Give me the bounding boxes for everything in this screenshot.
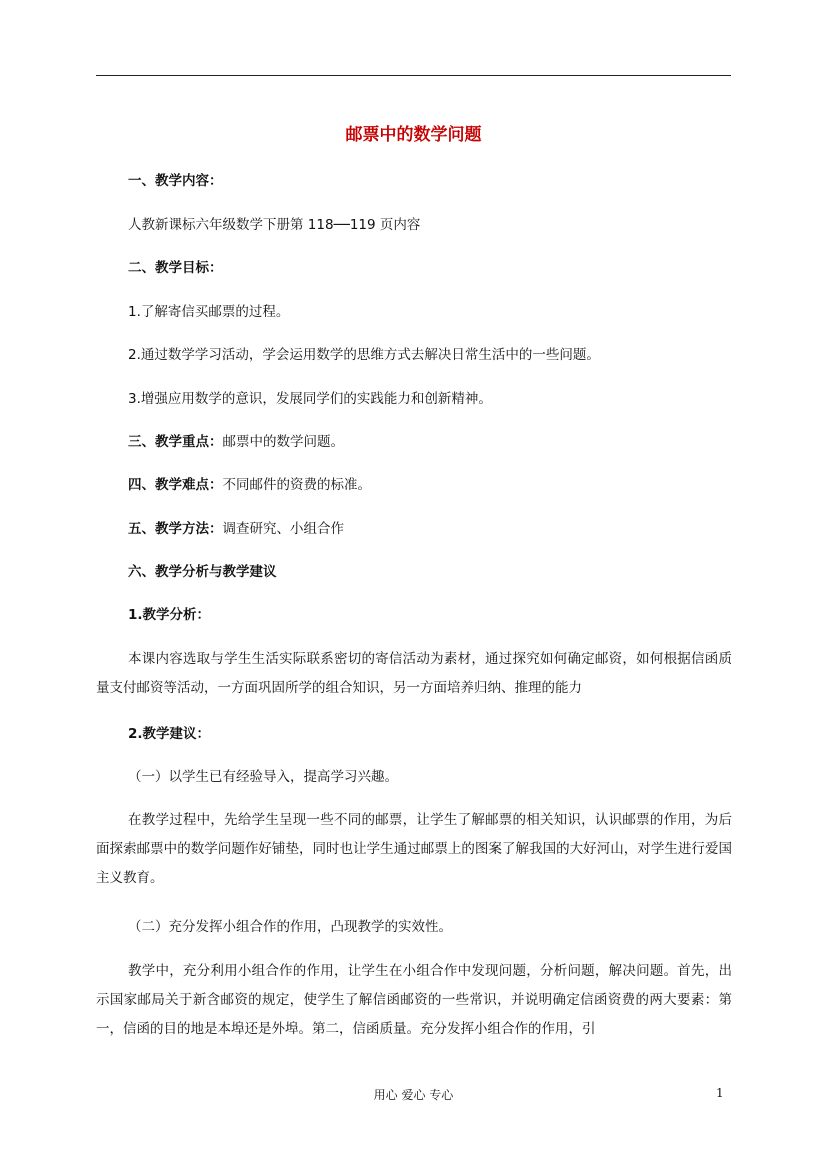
section-1-heading: 一、教学内容： — [128, 173, 223, 189]
section-4-heading: 四、教学难点： — [128, 477, 223, 493]
section-4 — [128, 475, 371, 495]
suggest-1-heading: （一）以学生已有经验导入，提高学习兴趣。 — [128, 769, 398, 785]
section-5-text: 调查研究、小组合作 — [222, 521, 344, 537]
page-number: 1 — [716, 1086, 724, 1100]
section-3 — [128, 432, 344, 452]
section-4-text: 不同邮件的资费的标准。 — [222, 477, 371, 493]
section-3-text: 邮票中的数学问题。 — [222, 434, 344, 450]
section-5 — [128, 519, 344, 539]
goal-item: 2.通过数学学习活动，学会运用数学的思维方式去解决日常生活中的一些问题。 — [128, 347, 600, 363]
suggest-1-paragraph: 在教学过程中，先给学生呈现一些不同的邮票，让学生了解邮票的相关知识，认识邮票的作用，为后面探索邮票中的数学问题作好铺垫，同时也让学生通过邮票上的图案了解我国的大好河山，对学生进行爱国主义教育。 — [96, 812, 732, 886]
analysis-heading: 1.教学分析： — [128, 607, 211, 623]
goal-item: 1.了解寄信买邮票的过程。 — [128, 304, 290, 320]
header-rule — [96, 75, 731, 76]
goal-item: 3.增强应用数学的意识，发展同学们的实践能力和创新精神。 — [128, 391, 492, 407]
suggest-2-heading: （二）充分发挥小组合作的作用，凸现教学的实效性。 — [128, 919, 452, 935]
section-3-heading: 三、教学重点： — [128, 434, 223, 450]
analysis-paragraph: 本课内容选取与学生生活实际联系密切的寄信活动为素材，通过探究如何确定邮资，如何根据信函质量支付邮资等活动，一方面巩固所学的组合知识，另一方面培养归纳、推理的能力 — [96, 651, 732, 696]
section-6-heading: 六、教学分析与教学建议 — [128, 564, 277, 580]
document-title: 邮票中的数学问题 — [345, 125, 482, 145]
footer-motto: 用心 爱心 专心 — [373, 1088, 454, 1102]
section-1-text: 人教新课标六年级数学下册第 118──119 页内容 — [128, 217, 421, 233]
suggest-2-paragraph: 教学中，充分利用小组合作的作用，让学生在小组合作中发现问题，分析问题，解决问题。首先，出示国家邮局关于新含邮资的规定，使学生了解信函邮资的一些常识，并说明确定信函资费的两大要素：第一，信函的目的地是本埠还是外埠。第二，信函质量。充分发挥小组合作的作用，引 — [96, 963, 732, 1037]
section-5-heading: 五、教学方法： — [128, 521, 223, 537]
section-2-heading: 二、教学目标： — [128, 260, 223, 276]
suggest-heading: 2.教学建议： — [128, 726, 211, 742]
